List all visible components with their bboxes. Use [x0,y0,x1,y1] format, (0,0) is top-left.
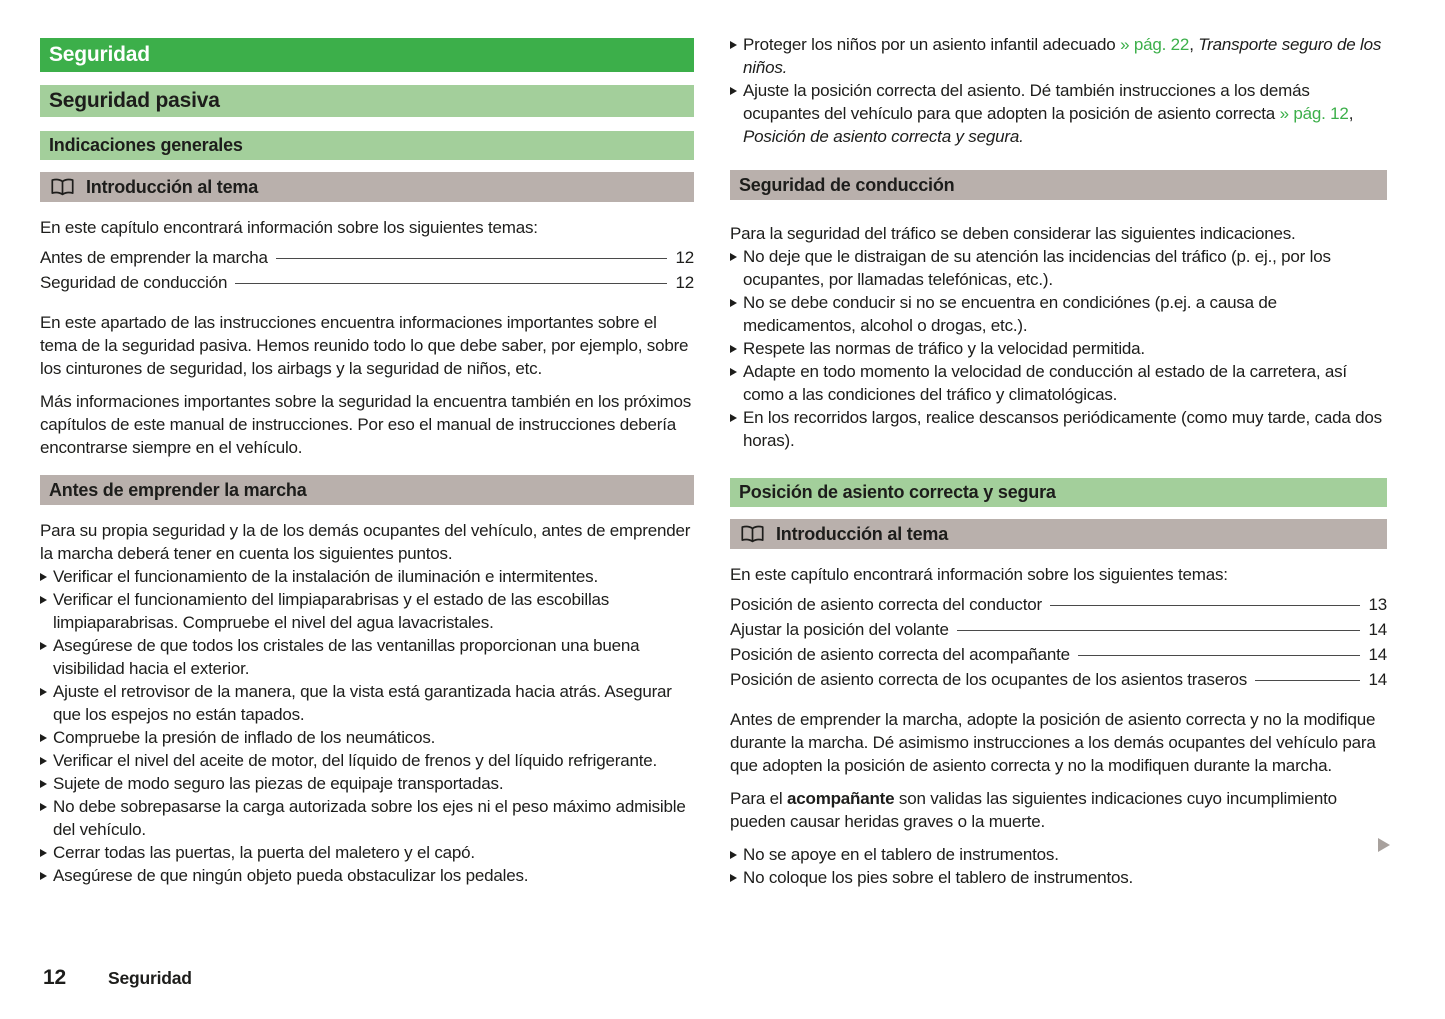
bullet-triangle-icon [40,780,47,788]
toc-label: Antes de emprender la marcha [40,248,268,267]
bullet-item [730,866,1387,889]
driving-safety-bar [730,170,1387,200]
topic-intro-bar [40,172,694,202]
toc-entry[interactable] [730,617,1387,642]
seat-position-intro-bar [730,519,1387,549]
continued-bullet-list [730,33,1387,148]
driving-safety-bullet-list [730,245,1387,452]
open-book-icon [49,178,76,197]
toc-label: Posición de asiento correcta del conductor [730,595,1042,614]
bullet-text: Respete las normas de tráfico y la velocidad permitida. [743,339,1145,358]
paragraph: Más informaciones importantes sobre la seguridad la encuentra también en los próximos capítulos de este manual de instrucciones. Por eso el manual de instrucciones debería encontrarse siempre en el vehículo. [40,392,692,457]
footer-chapter-name: Seguridad [107,968,192,988]
paragraph: Para el acompañante son validas las siguientes indicaciones cuyo incumplimiento pueden causar heridas graves o la muerte. [730,789,1337,831]
bullet-text: No se debe conducir si no se encuentra en condiciónes (p.ej. a causa de medicamentos, alcohol o drogas, etc.). [743,293,1277,335]
bullet-triangle-icon [730,87,737,95]
bullet-text: No se apoye en el tablero de instrumentos. [743,845,1059,864]
driving-safety-title: Seguridad de conducción [739,174,955,195]
bullet-text: Ajuste el retrovisor de la manera, que la vista está garantizada hacia atrás. Asegurar que los espejos no están tapados. [53,682,672,724]
bullet-text: Compruebe la presión de inflado de los neumáticos. [53,728,436,747]
bullet-triangle-icon [40,803,47,811]
bullet-item [40,841,694,864]
bullet-item [40,864,694,887]
seat-position-title: Posición de asiento correcta y segura [739,482,1056,502]
bullet-triangle-icon [730,41,737,49]
bullet-triangle-icon [40,573,47,581]
before-driving-bullet-list [40,565,694,887]
bullet-text: Asegúrese de que ningún objeto pueda obstaculizar los pedales. [53,866,529,885]
bullet-item [730,291,1387,337]
bullet-triangle-icon [730,299,737,307]
bullet-triangle-icon [40,688,47,696]
bullet-item [730,245,1387,291]
bullet-item [730,843,1387,866]
toc-entry[interactable] [40,245,694,270]
before-driving-title: Antes de emprender la marcha [49,479,307,500]
bullet-item [40,749,694,772]
bullet-item [730,33,1387,79]
bullet-triangle-icon [730,414,737,422]
toc-page-number: 13 [1368,595,1387,614]
toc-label: Posición de asiento correcta de los ocupantes de los asientos traseros [730,670,1248,689]
toc-label: Ajustar la posición del volante [730,620,949,639]
toc-leader-line [1078,655,1361,656]
open-book-icon [739,525,766,544]
seat-position-intro-title: Introducción al tema [776,523,949,544]
bullet-item [40,795,694,841]
bullet-item [730,79,1387,148]
toc-page-number: 14 [1368,670,1387,689]
bullet-text: No deje que le distraigan de su atención las incidencias del tráfico (p. ej., por los ocupantes, por llamadas telefónicas, etc.). [743,247,1331,289]
seat-position-toc [730,592,1387,692]
bullet-triangle-icon [40,849,47,857]
chapter-title: Seguridad [49,43,150,66]
page-link[interactable]: » pág. 12 [1279,104,1349,123]
bold-text: acompañante [787,789,895,808]
topic-toc [40,245,694,295]
bullet-item [730,337,1387,360]
subsection-title: Indicaciones generales [49,135,243,155]
bullet-triangle-icon [40,734,47,742]
bullet-item [730,406,1387,452]
section-header-bar [40,85,694,117]
toc-label: Posición de asiento correcta del acompañante [730,645,1070,664]
bullet-triangle-icon [730,874,737,882]
chapter-header-bar [40,38,694,72]
intro-paragraphs [40,311,694,459]
paragraph: Antes de emprender la marcha, adopte la posición de asiento correcta y no la modifique durante la marcha. Dé asimismo instrucciones a los demás ocupantes del vehículo para que adopten la posición de asiento correcta y no la modifiquen durante la marcha. [730,710,1376,775]
bullet-triangle-icon [730,851,737,859]
bullet-text: No coloque los pies sobre el tablero de instrumentos. [743,868,1134,887]
seat-position-bullet-list [730,843,1387,889]
toc-leader-line [957,630,1361,631]
toc-entry[interactable] [730,667,1387,692]
toc-page-number: 12 [675,248,694,267]
bullet-text: Ajuste la posición correcta del asiento. Dé también instrucciones a los demás ocupantes del vehículo para que adopten la posición de asiento correcta » pág. 12, Posición de asiento correcta y segura. [743,81,1354,146]
intro-lead: En este capítulo encontrará información sobre los siguientes temas: [40,218,538,237]
bullet-text: Cerrar todas las puertas, la puerta del maletero y el capó. [53,843,475,862]
toc-leader-line [1255,680,1360,681]
footer-page-number: 12 [43,966,66,989]
bullet-text: Asegúrese de que todos los cristales de las ventanillas proporcionan una buena visibilidad hacia el exterior. [53,636,640,678]
seat-position-bar [730,478,1387,507]
toc-entry[interactable] [730,592,1387,617]
page-footer [43,966,192,990]
bullet-triangle-icon [40,642,47,650]
paragraph: En este apartado de las instrucciones encuentra informaciones importantes sobre el tema de la seguridad pasiva. Hemos reunido todo lo que debe saber, por ejemplo, sobre los cinturones de seguridad, los airbags y la seguridad de niños, etc. [40,313,689,378]
bullet-text: No debe sobrepasarse la carga autorizada sobre los ejes ni el peso máximo admisible del vehículo. [53,797,686,839]
bullet-text: Verificar el funcionamiento del limpiaparabrisas y el estado de las escobillas limpiaparabrisas. Compruebe el nivel del agua lavacristales. [53,590,610,632]
toc-leader-line [1050,605,1361,606]
bullet-item [40,772,694,795]
section-title: Seguridad pasiva [49,89,220,112]
bullet-text: Sujete de modo seguro las piezas de equipaje transportadas. [53,774,504,793]
bullet-triangle-icon [40,757,47,765]
right-column [730,33,1387,889]
bullet-text: En los recorridos largos, realice descansos periódicamente (como muy tarde, cada dos horas). [743,408,1382,450]
before-driving-bar [40,475,694,505]
bullet-item [40,726,694,749]
bullet-item [40,634,694,680]
subsection-header-bar [40,131,694,160]
driving-safety-lead: Para la seguridad del tráfico se deben considerar las siguientes indicaciones. [730,224,1296,243]
bullet-triangle-icon [730,345,737,353]
topic-intro-title: Introducción al tema [86,176,259,197]
bullet-item [40,680,694,726]
bullet-text: Proteger los niños por un asiento infantil adecuado » pág. 22, Transporte seguro de los niños. [743,35,1382,77]
bullet-text: Verificar el nivel del aceite de motor, del líquido de frenos y del líquido refrigerante. [53,751,658,770]
bullet-text: Verificar el funcionamiento de la instalación de iluminación e intermitentes. [53,567,598,586]
seat-position-paragraphs [730,708,1387,833]
page-link[interactable]: » pág. 22 [1120,35,1190,54]
seat-position-lead: En este capítulo encontrará información sobre los siguientes temas: [730,565,1228,584]
toc-page-number: 12 [675,273,694,292]
bullet-triangle-icon [40,596,47,604]
bullet-item [730,360,1387,406]
left-column [40,38,694,887]
before-driving-lead: Para su propia seguridad y la de los demás ocupantes del vehículo, antes de emprender la marcha deberá tener en cuenta los siguientes puntos. [40,521,691,563]
toc-leader-line [276,258,668,259]
bullet-item [40,588,694,634]
toc-leader-line [235,283,667,284]
bullet-triangle-icon [40,872,47,880]
italic-text: Posición de asiento correcta y segura. [743,127,1024,146]
bullet-item [40,565,694,588]
toc-page-number: 14 [1368,620,1387,639]
toc-entry[interactable] [40,270,694,295]
italic-text: Transporte seguro de los niños. [743,35,1382,77]
bullet-triangle-icon [730,253,737,261]
bullet-text: Adapte en todo momento la velocidad de conducción al estado de la carretera, así como a las condiciones del tráfico y climatológicas. [743,362,1347,404]
continuation-arrow-icon [1378,838,1390,852]
toc-page-number: 14 [1368,645,1387,664]
toc-entry[interactable] [730,642,1387,667]
toc-label: Seguridad de conducción [40,273,228,292]
bullet-triangle-icon [730,368,737,376]
